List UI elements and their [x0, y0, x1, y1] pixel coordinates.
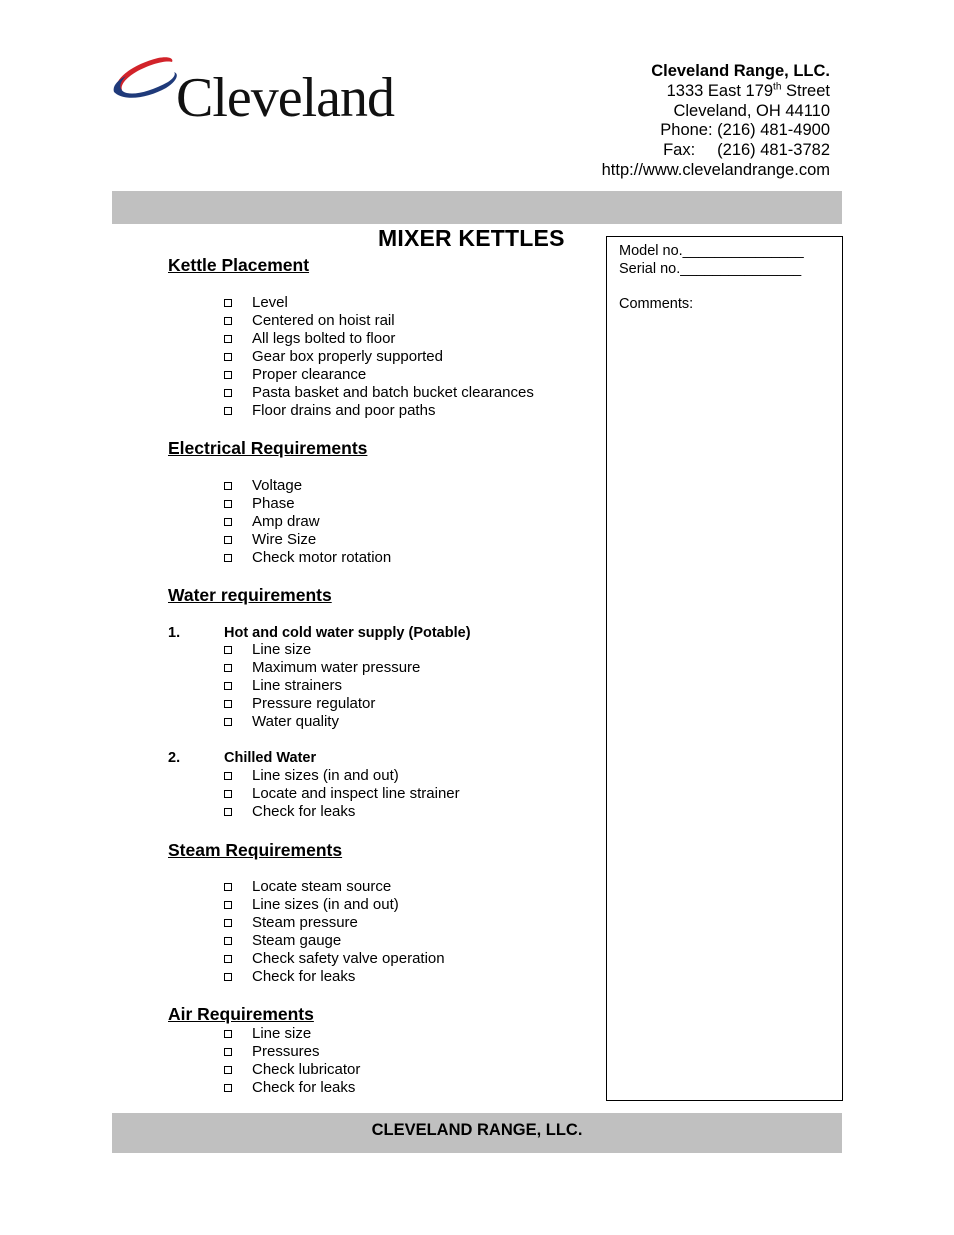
- footer-company-name: CLEVELAND RANGE, LLC.: [371, 1121, 583, 1139]
- footer-band: [112, 1113, 842, 1153]
- checkbox-icon[interactable]: [224, 790, 232, 798]
- city-state-zip: Cleveland, OH 44110: [673, 101, 830, 120]
- checklist-item[interactable]: Phase: [224, 495, 391, 513]
- serial-number-field[interactable]: Serial no._______________: [619, 261, 802, 277]
- checklist-electrical: [224, 477, 391, 567]
- checkbox-icon[interactable]: [224, 772, 232, 780]
- checklist-kettle-placement: [224, 294, 534, 420]
- checklist-item[interactable]: Locate steam source: [224, 878, 445, 896]
- cleveland-logo: [110, 52, 430, 132]
- checkbox-icon[interactable]: [224, 1066, 232, 1074]
- checklist-item[interactable]: Pressures: [224, 1043, 360, 1061]
- section-heading-kettle-placement: Kettle Placement: [168, 255, 310, 275]
- checkbox-icon[interactable]: [224, 718, 232, 726]
- company-name: Cleveland Range, LLC.: [651, 62, 830, 80]
- checklist-item[interactable]: Wire Size: [224, 531, 391, 549]
- model-number-field[interactable]: Model no._______________: [619, 243, 804, 259]
- checkbox-icon[interactable]: [224, 500, 232, 508]
- checklist-steam: [224, 878, 445, 986]
- subsection-title-hot-cold-water: Hot and cold water supply (Potable): [224, 625, 471, 641]
- checkbox-icon[interactable]: [224, 518, 232, 526]
- checklist-item[interactable]: Check for leaks: [224, 803, 460, 821]
- checklist-item[interactable]: Check for leaks: [224, 1079, 360, 1097]
- checklist-item[interactable]: Line size: [224, 641, 420, 659]
- checklist-item[interactable]: Maximum water pressure: [224, 659, 420, 677]
- checklist-item[interactable]: Voltage: [224, 477, 391, 495]
- street-address: 1333 East 179th Street: [666, 81, 830, 100]
- checklist-item[interactable]: Line sizes (in and out): [224, 767, 460, 785]
- notes-box: [606, 236, 843, 1101]
- checklist-item[interactable]: Pasta basket and batch bucket clearances: [224, 384, 534, 402]
- comments-label: Comments:: [619, 296, 694, 312]
- checkbox-icon[interactable]: [224, 371, 232, 379]
- checklist-item[interactable]: Water quality: [224, 713, 420, 731]
- company-address: [602, 62, 830, 181]
- website-link[interactable]: http://www.clevelandrange.com: [601, 160, 830, 179]
- checklist-item[interactable]: All legs bolted to floor: [224, 330, 534, 348]
- checklist-item[interactable]: Check for leaks: [224, 968, 445, 986]
- checkbox-icon[interactable]: [224, 682, 232, 690]
- checkbox-icon[interactable]: [224, 883, 232, 891]
- checkbox-icon[interactable]: [224, 335, 232, 343]
- checkbox-icon[interactable]: [224, 919, 232, 927]
- checklist-item[interactable]: Line size: [224, 1025, 360, 1043]
- checkbox-icon[interactable]: [224, 536, 232, 544]
- checkbox-icon[interactable]: [224, 407, 232, 415]
- checklist-item[interactable]: Line sizes (in and out): [224, 896, 445, 914]
- checkbox-icon[interactable]: [224, 389, 232, 397]
- checklist-item[interactable]: Centered on hoist rail: [224, 312, 534, 330]
- page-title: MIXER KETTLES: [378, 225, 565, 251]
- section-heading-air: Air Requirements: [168, 1004, 314, 1024]
- checklist-item[interactable]: Pressure regulator: [224, 695, 420, 713]
- checklist-item[interactable]: Proper clearance: [224, 366, 534, 384]
- checkbox-icon[interactable]: [224, 700, 232, 708]
- checklist-item[interactable]: Steam pressure: [224, 914, 445, 932]
- checkbox-icon[interactable]: [224, 554, 232, 562]
- checklist-item[interactable]: Check motor rotation: [224, 549, 391, 567]
- checklist-item[interactable]: Floor drains and poor paths: [224, 402, 534, 420]
- checkbox-icon[interactable]: [224, 664, 232, 672]
- checklist-hot-cold-water: [224, 641, 420, 731]
- subsection-number: 2.: [168, 750, 181, 766]
- phone-line: Phone: (216) 481-4900: [660, 121, 830, 140]
- section-heading-electrical: Electrical Requirements: [168, 438, 368, 458]
- checkbox-icon[interactable]: [224, 808, 232, 816]
- checklist-item[interactable]: Line strainers: [224, 677, 420, 695]
- checkbox-icon[interactable]: [224, 937, 232, 945]
- checkbox-icon[interactable]: [224, 901, 232, 909]
- checklist-item[interactable]: Amp draw: [224, 513, 391, 531]
- checklist-item[interactable]: Gear box properly supported: [224, 348, 534, 366]
- checkbox-icon[interactable]: [224, 353, 232, 361]
- checklist-item[interactable]: Locate and inspect line strainer: [224, 785, 460, 803]
- checklist-item[interactable]: Check lubricator: [224, 1061, 360, 1079]
- header-band: [112, 191, 842, 224]
- checklist-chilled-water: [224, 767, 460, 821]
- logo-swoosh-icon: [110, 52, 184, 112]
- checkbox-icon[interactable]: [224, 1084, 232, 1092]
- checkbox-icon[interactable]: [224, 299, 232, 307]
- checkbox-icon[interactable]: [224, 646, 232, 654]
- checklist-item[interactable]: Steam gauge: [224, 932, 445, 950]
- subsection-number: 1.: [168, 625, 181, 641]
- checkbox-icon[interactable]: [224, 973, 232, 981]
- checklist-item[interactable]: Level: [224, 294, 534, 312]
- checklist-item[interactable]: Check safety valve operation: [224, 950, 445, 968]
- checkbox-icon[interactable]: [224, 1030, 232, 1038]
- checkbox-icon[interactable]: [224, 482, 232, 490]
- checklist-air: [224, 1025, 360, 1097]
- checkbox-icon[interactable]: [224, 955, 232, 963]
- section-heading-steam: Steam Requirements: [168, 840, 343, 860]
- subsection-title-chilled-water: Chilled Water: [224, 750, 317, 766]
- fax-line: Fax: (216) 481-3782: [663, 141, 830, 160]
- checkbox-icon[interactable]: [224, 1048, 232, 1056]
- section-heading-water: Water requirements: [168, 585, 332, 605]
- logo-wordmark: Cleveland: [176, 67, 395, 129]
- checkbox-icon[interactable]: [224, 317, 232, 325]
